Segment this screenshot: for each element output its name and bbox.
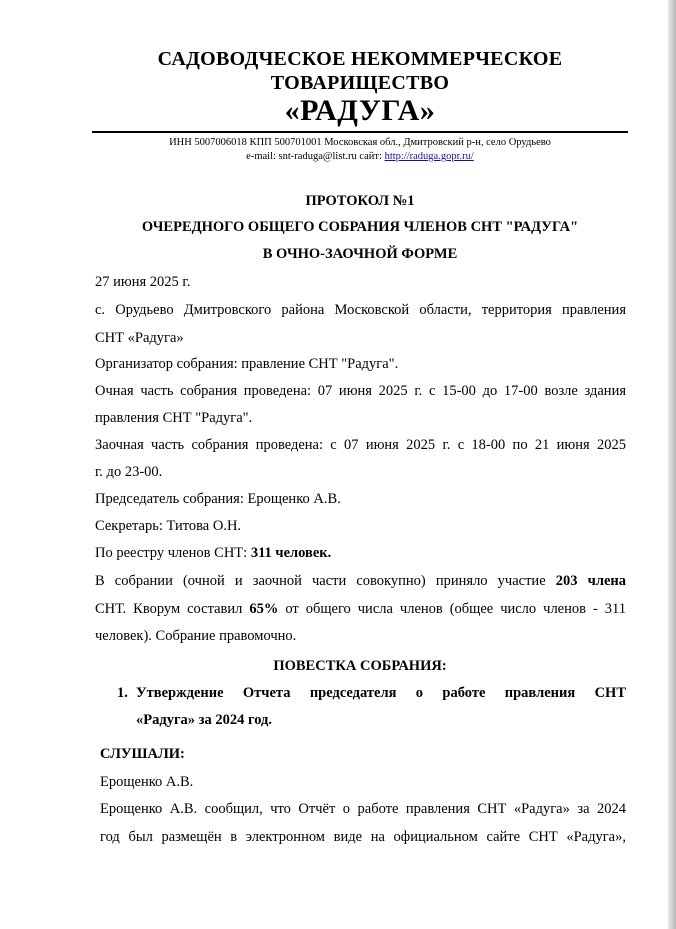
heard-heading: СЛУШАЛИ: (100, 746, 185, 762)
registry (95, 544, 626, 562)
protocol-subtitle: ОЧЕРЕДНОГО ОБЩЕГО СОБРАНИЯ ЧЛЕНОВ СНТ "РАДУГА" (141, 219, 579, 235)
meeting-date: 27 июня 2025 г. (95, 274, 191, 290)
contact-email-line (0, 150, 676, 163)
quorum-line3: человек). Собрание правомочно. (95, 628, 297, 644)
agenda-item-line1: Утверждение Отчета председателя о работе правления СНТ (136, 685, 626, 701)
absentee-line1: Заочная часть собрания проведена: с 07 июня 2025 г. с 18-00 по 21 июня 2025 (95, 437, 626, 453)
quorum-prefix: СНТ. Кворум составил (95, 601, 250, 617)
registry-prefix: По реестру членов СНТ: (95, 545, 251, 561)
place-line1: с. Орудьево Дмитровского района Московской области, территория правления (95, 302, 626, 318)
quorum-percent: 65% (249, 601, 279, 617)
fulltime-line2: правления СНТ "Радуга". (95, 410, 253, 426)
place-line2: СНТ «Радуга» (95, 330, 184, 346)
quorum-line (95, 600, 626, 618)
secretary: Секретарь: Титова О.Н. (95, 518, 242, 534)
agenda-item-number: 1. (117, 685, 128, 701)
org-title-line2: ТОВАРИЩЕСТВО (270, 72, 450, 94)
speaker: Ерощенко А.В. (100, 774, 194, 790)
participation-prefix: В собрании (очной и заочной части совокупно) приняло участие (95, 573, 556, 589)
protocol-title: ПРОТОКОЛ №1 (305, 193, 415, 209)
heard-text-line1: Ерощенко А.В. сообщил, что Отчёт о работе правления СНТ «Радуга» за 2024 (100, 801, 626, 817)
participation-count: 203 члена (555, 573, 626, 589)
absentee-line2: г. до 23-00. (95, 464, 163, 480)
organizer: Организатор собрания: правление СНТ "Радуга". (95, 356, 399, 372)
page-edge-shadow (668, 0, 676, 929)
header-divider (92, 131, 628, 133)
protocol-form: В ОЧНО-ЗАОЧНОЙ ФОРМЕ (262, 246, 458, 262)
agenda-item-line2: «Радуга» за 2024 год. (136, 712, 272, 728)
quorum-suffix: от общего числа членов (общее число членов - 311 (278, 601, 626, 617)
org-name: «РАДУГА» (284, 94, 436, 127)
heard-text-line2: год был размещён в электронном виде на официальном сайте СНТ «Радуга», (100, 829, 626, 845)
chairman: Председатель собрания: Ерощенко А.В. (95, 491, 341, 507)
contact-line: ИНН 5007006018 КПП 500701001 Московская обл., Дмитровский р-н, село Орудьево (169, 137, 551, 148)
email-text: e-mail: snt-raduga@list.ru сайт: (246, 151, 385, 162)
registry-count: 311 человек. (250, 545, 332, 561)
org-title-line1: САДОВОДЧЕСКОЕ НЕКОММЕРЧЕСКОЕ (157, 48, 563, 70)
agenda-heading: ПОВЕСТКА СОБРАНИЯ: (273, 658, 447, 674)
participation-line (95, 572, 626, 590)
fulltime-line1: Очная часть собрания проведена: 07 июня 2025 г. с 15-00 до 17-00 возле здания (95, 383, 626, 399)
site-link[interactable]: http://raduga.gopr.ru/ (384, 151, 474, 162)
